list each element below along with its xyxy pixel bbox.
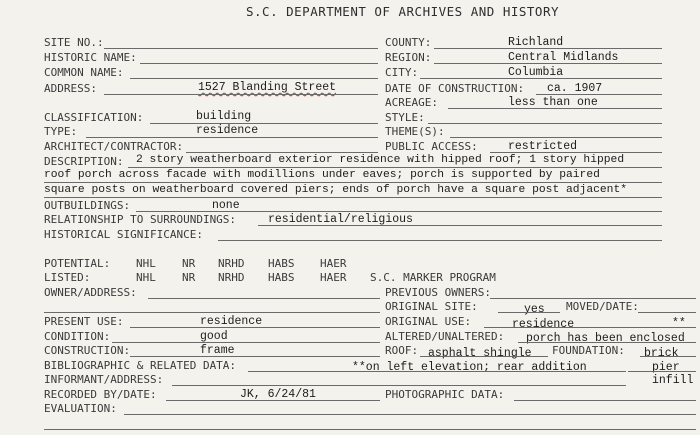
potential-nr: NR <box>182 257 196 270</box>
altered-value: porch has been enclosed <box>526 332 685 345</box>
region-line <box>434 63 662 64</box>
date-construction-value: ca. 1907 <box>547 82 603 95</box>
significance-label: HISTORICAL SIGNIFICANCE: <box>44 228 203 241</box>
original-use-value: residence <box>512 318 575 331</box>
acreage-label: ACREAGE: <box>385 96 438 109</box>
region-value: Central Midlands <box>508 51 619 64</box>
bibliographic-line <box>248 371 626 372</box>
foundation-value-3: infill <box>652 374 694 387</box>
recorded-by-label: RECORDED BY/DATE: <box>44 388 157 401</box>
style-label: STYLE: <box>385 111 425 124</box>
description-rule-3 <box>44 197 662 198</box>
original-site-line <box>498 312 560 313</box>
site-no-label: SITE NO.: <box>44 36 104 49</box>
address-label: ADDRESS: <box>44 82 97 95</box>
city-line <box>420 78 662 79</box>
themes-label: THEME(S): <box>385 125 445 138</box>
photographic-line <box>514 400 696 401</box>
address-line <box>104 94 378 95</box>
outbuildings-line <box>136 211 662 212</box>
roof-value: asphalt shingle <box>428 347 532 360</box>
classification-line <box>150 123 378 124</box>
owner-address-label: OWNER/ADDRESS: <box>44 286 137 299</box>
type-line <box>86 137 378 138</box>
informant-line <box>172 385 626 386</box>
date-construction-line <box>536 94 662 95</box>
owner-address-line-2 <box>44 312 380 313</box>
present-use-value: residence <box>200 315 263 328</box>
condition-value: good <box>200 330 228 343</box>
moved-date-line <box>638 312 696 313</box>
foundation-value-2: pier <box>652 361 680 374</box>
description-line-3: square posts on weatherboard covered piers; ends of porch have a square post adjacent* <box>44 184 628 196</box>
listed-habs: HABS <box>268 271 295 284</box>
card-title: S.C. DEPARTMENT OF ARCHIVES AND HISTORY <box>246 4 559 19</box>
classification-value: building <box>196 110 252 123</box>
bibliographic-note: **on left elevation; rear addition <box>352 361 587 374</box>
outbuildings-value: none <box>212 199 240 212</box>
county-line <box>434 48 662 49</box>
potential-label: POTENTIAL: <box>44 257 111 270</box>
foundation-value: brick <box>644 347 679 360</box>
region-label: REGION: <box>385 51 432 64</box>
listed-nr: NR <box>182 271 196 284</box>
classification-label: CLASSIFICATION: <box>44 111 144 124</box>
roof-line <box>420 356 548 357</box>
original-site-value: yes <box>524 303 545 316</box>
owner-address-line <box>148 298 380 299</box>
bibliographic-label: BIBLIOGRAPHIC & RELATED DATA: <box>44 359 237 372</box>
original-site-label: ORIGINAL SITE: <box>385 300 478 313</box>
construction-line <box>130 356 380 357</box>
description-label: DESCRIPTION: <box>44 155 124 168</box>
foundation-line <box>640 356 696 357</box>
relationship-value: residential/religious <box>268 213 413 226</box>
construction-value: frame <box>200 344 235 357</box>
evaluation-line <box>124 414 696 415</box>
public-access-value: restricted <box>508 140 578 153</box>
roof-label: ROOF: <box>385 344 419 357</box>
site-no-line <box>104 48 378 49</box>
previous-owners-label: PREVIOUS OWNERS: <box>385 286 491 299</box>
evaluation-label: EVALUATION: <box>44 402 117 415</box>
county-label: COUNTY: <box>385 36 432 49</box>
common-name-line <box>130 78 378 79</box>
recorded-by-value: JK, 6/24/81 <box>240 388 316 401</box>
public-access-label: PUBLIC ACCESS: <box>385 140 478 153</box>
present-use-line <box>130 327 380 328</box>
original-use-note: ** <box>672 317 686 330</box>
previous-owners-line <box>490 298 696 299</box>
acreage-value: less than one <box>508 96 598 109</box>
city-value: Columbia <box>508 66 564 79</box>
altered-label: ALTERED/UNALTERED: <box>385 330 505 343</box>
description-line-1: 2 story weatherboard exterior residence with hipped roof; 1 story hipped <box>136 154 625 166</box>
recorded-by-line <box>166 400 380 401</box>
architect-label: ARCHITECT/CONTRACTOR: <box>44 140 184 153</box>
type-value: residence <box>196 124 259 137</box>
potential-haer: HAER <box>320 257 347 270</box>
listed-haer: HAER <box>320 271 347 284</box>
altered-line <box>518 342 696 343</box>
acreage-line <box>448 108 662 109</box>
themes-line <box>450 137 662 138</box>
description-line-2: roof porch across facade with modillions under eaves; porch is supported by paired <box>44 169 600 181</box>
address-value: 1527 Blanding Street <box>198 81 337 94</box>
common-name-label: COMMON NAME: <box>44 66 124 79</box>
marker-program-label: S.C. MARKER PROGRAM <box>370 271 496 284</box>
date-construction-label: DATE OF CONSTRUCTION: <box>385 82 525 95</box>
description-rule-1 <box>128 167 662 168</box>
relationship-line <box>258 225 662 226</box>
public-access-line <box>490 152 662 153</box>
outbuildings-label: OUTBUILDINGS: <box>44 199 131 212</box>
foundation-line-2 <box>628 371 696 372</box>
photographic-label: PHOTOGRAPHIC DATA: <box>385 388 505 401</box>
listed-nhl: NHL <box>136 271 156 284</box>
present-use-label: PRESENT USE: <box>44 315 124 328</box>
foundation-label: FOUNDATION: <box>552 344 625 357</box>
city-label: CITY: <box>385 66 419 79</box>
type-label: TYPE: <box>44 125 78 138</box>
original-use-line <box>484 327 696 328</box>
informant-label: INFORMANT/ADDRESS: <box>44 373 164 386</box>
historic-name-label: HISTORIC NAME: <box>44 51 137 64</box>
original-use-label: ORIGINAL USE: <box>385 315 472 328</box>
construction-label: CONSTRUCTION: <box>44 344 131 357</box>
style-line <box>428 123 662 124</box>
moved-date-label: MOVED/DATE: <box>566 300 639 313</box>
county-value: Richland <box>508 36 564 49</box>
architect-line <box>186 152 378 153</box>
evaluation-line-2 <box>44 429 696 430</box>
description-rule-2 <box>44 182 662 183</box>
potential-nrhd: NRHD <box>218 257 245 270</box>
condition-line <box>112 342 380 343</box>
listed-nrhd: NRHD <box>218 271 245 284</box>
condition-label: CONDITION: <box>44 330 111 343</box>
relationship-label: RELATIONSHIP TO SURROUNDINGS: <box>44 213 237 226</box>
significance-line <box>218 240 662 241</box>
potential-habs: HABS <box>268 257 295 270</box>
historic-name-line <box>140 63 378 64</box>
potential-nhl: NHL <box>136 257 156 270</box>
listed-label: LISTED: <box>44 271 91 284</box>
